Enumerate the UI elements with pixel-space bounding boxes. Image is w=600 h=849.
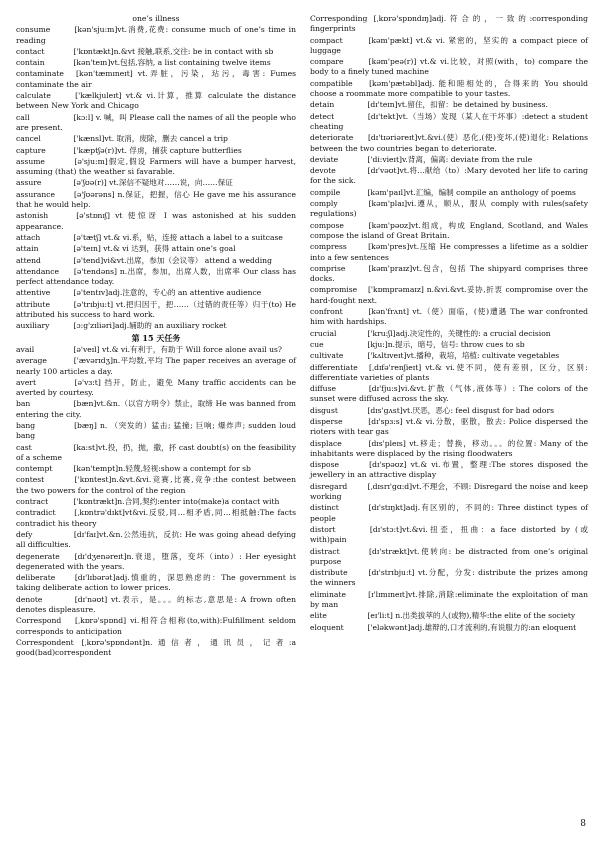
entry-definition: [ɔ:g'zɪliəri]adj.辅助的 an auxiliary rocket xyxy=(73,321,227,331)
vocab-entry xyxy=(310,351,588,361)
entry-definition: [dɪ'lɪbərət]adj.慎重的，深思熟虑的：The government is taking deliberate action to lower prices. xyxy=(16,573,297,593)
vocab-entry xyxy=(16,69,296,90)
entry-word: compatible xyxy=(310,78,353,88)
entry-word: compose xyxy=(310,220,344,230)
entry-word: avert xyxy=(16,377,36,387)
vocab-entry xyxy=(310,133,588,154)
entry-definition: [dɪ'spəʊz] vt.& vi.布置，整理:The stores disposed the jewellery in an attractive display xyxy=(310,460,588,480)
entry-word: differentiate xyxy=(310,362,358,372)
entry-word: compress xyxy=(310,242,347,252)
vocab-entry xyxy=(16,345,296,355)
entry-definition: [ə'sju:m]假定,假设 Farmers will have a bumper harvest, assuming (that) the weather si favarable. xyxy=(16,156,296,177)
entry-definition: [kən'tæmɪneɪt] vt.弄脏，污染，玷污，毒害: Fumes contaminate the air xyxy=(16,69,296,89)
entry-definition: [dɪs'pleɪs] vt.移走；替换，移动。。。的位置: Many of the inhabitants were displaced by the rising floodwaters xyxy=(310,438,588,458)
entry-definition: [ə'veɪl] vt.& vi.有利于，有助于 Will force alone avail us? xyxy=(73,344,282,354)
entry-definition: [dɪ'faɪ]vt.&n.公然违抗，反抗: He was going ahead defying all difficulties. xyxy=(16,529,296,550)
vocab-entry xyxy=(310,285,588,306)
entry-definition: ['kænsl]vt. 取消，废除，删去 cancel a trip xyxy=(73,134,228,144)
entry-definition: [ə'teɪn] vt.& vi 达到，获得 attain one’s goal xyxy=(73,244,236,254)
entry-definition: [kən'tempt]n.轻蔑,轻视:show a contempt for sb xyxy=(73,464,251,474)
vocab-entry xyxy=(310,329,588,339)
entry-word: eliminate xyxy=(310,589,346,599)
vocab-entry xyxy=(310,460,588,481)
entry-definition: [ə'tend]vi&vt.出席，参加（会议等） attend a wedding xyxy=(73,255,272,265)
entry-definition: [kəm'peə(r)] vt.& vi.比较，对照(with，to) compare the body to a finely tuned machine xyxy=(310,57,588,77)
vocab-entry xyxy=(16,113,296,134)
vocab-entry xyxy=(16,443,296,464)
vocab-entry xyxy=(310,14,588,35)
vocab-entry xyxy=(16,178,296,188)
vocab-entry xyxy=(310,406,588,416)
entry-definition: [ˌkɒrə'spɒndɪŋ]adj.符合的，一致的:corresponding fingerprints xyxy=(310,14,588,34)
vocab-entry xyxy=(310,221,588,242)
entry-definition: ['di:vieɪt]v.背离，偏离: deviate from the rule xyxy=(367,154,533,164)
entry-word: compile xyxy=(310,187,341,197)
vocab-entry xyxy=(16,573,296,594)
entry-definition: [dɪs'gʌst]vt.厌恶，恶心: feel disgust for bad odors xyxy=(367,405,554,415)
entry-word: denote xyxy=(16,594,43,604)
entry-word: consume xyxy=(16,25,51,35)
vocab-entry xyxy=(310,623,588,633)
vocab-entry xyxy=(16,134,296,144)
entry-definition: [ə'ʃʊə(r)] vt.深信不疑地对……说，向……保证 xyxy=(73,178,233,188)
entry-definition: [dɪ'stɪŋkt]adj.有区别的，不同的: Three distinct types of people xyxy=(310,503,588,523)
vocab-entry xyxy=(16,321,296,331)
entry-definition: [kən'sju:m]vt.消费,花费: consume much of one’s time in reading xyxy=(16,25,297,45)
vocab-entry xyxy=(310,112,588,133)
vocab-entry xyxy=(310,307,588,328)
entry-definition: [ə'trɪbju:t] vt.把归因于，把……（过错的责任等）归于(to) He attributed his success to hard work. xyxy=(16,299,296,320)
vocab-entry xyxy=(16,25,296,46)
vocab-entry xyxy=(16,267,296,288)
vocab-entry xyxy=(16,421,296,442)
vocab-entry xyxy=(16,47,296,57)
entry-word: avail xyxy=(16,344,35,354)
entry-word: disgust xyxy=(310,405,338,415)
vocab-entry xyxy=(310,417,588,438)
vocab-entry xyxy=(310,568,588,589)
entry-word: distort xyxy=(310,524,336,534)
vocab-entry xyxy=(16,638,296,659)
vocab-entry xyxy=(310,482,588,503)
entry-definition: [ˌkɒntrə'dɪkt]vt&vi.反驳,同…相矛盾,同…相抵触:The facts contradict his theory xyxy=(16,508,297,528)
entry-definition: [dɪ'strɪbju:t] vt.分配，分发: distribute the prizes among the winners xyxy=(310,568,588,588)
vocab-entry xyxy=(16,91,296,112)
vocab-entry xyxy=(16,190,296,211)
vocab-entry xyxy=(16,256,296,266)
vocab-entry xyxy=(310,503,588,524)
entry-word: contract xyxy=(16,497,49,507)
entry-word: Correspondent xyxy=(16,637,74,647)
entry-definition: [kən'frʌnt] vt.（使）面临，(使)遭遇 The war confronted him with hardships. xyxy=(310,307,589,327)
entry-word: Correspond xyxy=(16,616,62,626)
vocab-entry xyxy=(16,146,296,156)
entry-word: comprise xyxy=(310,263,346,273)
entry-word: capture xyxy=(16,145,46,155)
entry-word: attend xyxy=(16,255,41,265)
entry-word: deliberate xyxy=(16,573,56,583)
entry-definition: ['kru:ʃl]adj.决定性的，关键性的: a crucial decision xyxy=(367,328,551,338)
vocab-entry xyxy=(310,199,588,220)
vocab-entry xyxy=(310,79,588,100)
entry-word: contest xyxy=(16,475,45,485)
vocab-entry xyxy=(16,356,296,377)
entry-word: attribute xyxy=(16,299,50,309)
entry-word: average xyxy=(16,356,47,366)
vocab-entry xyxy=(310,439,588,460)
entry-definition: ['kɒntrækt]n.合同,契约:enter into(make)a contact with xyxy=(73,497,280,507)
entry-definition: [ɪ'lɪmɪneɪt]vt.排除,消除:eliminate the exploitation of man by man xyxy=(310,589,588,610)
vocab-entry xyxy=(16,530,296,551)
right-column xyxy=(310,14,588,634)
entry-word: attentive xyxy=(16,288,51,298)
entry-definition: [dɪ'stɔ:t]vt.&vi.扭歪，扭曲：a face distorted by (或 with)pain xyxy=(310,524,588,545)
vocab-entry xyxy=(310,384,588,405)
vocab-entry xyxy=(16,497,296,507)
entry-word: deviate xyxy=(310,154,339,164)
entry-word: comply xyxy=(310,199,338,209)
entry-definition: [kɔ:l] v. 喊，叫 Please call the names of all the people who are present. xyxy=(16,112,296,132)
vocab-entry xyxy=(16,508,296,529)
vocab-entry xyxy=(16,211,296,232)
entry-definition: [dɪ'tɪəriəreɪt]vt.&vi.(使）恶化,(使)变坏,(使)退化: Relations between the two countries began to deteriorate. xyxy=(310,133,589,153)
entry-definition: [bæn]vt.&n.（以官方明令）禁止，取缔 He was banned from entering the city. xyxy=(16,399,296,419)
vocab-entry xyxy=(16,552,296,573)
entry-word: ban xyxy=(16,399,31,409)
entry-definition: [dɪ'vəʊt]vt.将…献给（to）:Mary devoted her life to caring for the sick. xyxy=(310,166,588,186)
vocab-entry xyxy=(16,378,296,399)
entry-word: diffuse xyxy=(310,384,336,394)
entry-definition: ['ævərɪdʒ]n.平均数,平均 The paper receives an average of nearly 100 articles a day. xyxy=(16,356,296,376)
vocab-entry xyxy=(310,100,588,110)
vocab-entry xyxy=(310,166,588,187)
entry-definition: [ˌkɒrə'spɒndənt]n.通信者，通讯员，记者:a good(bad)correspondent xyxy=(16,637,296,658)
vocab-entry xyxy=(310,547,588,568)
entry-definition: [ə'vɜ:t] 挡开，防止，避免 Many traffic accidents can be averted by courtesy. xyxy=(16,377,296,398)
vocab-entry xyxy=(310,363,588,384)
vocab-entry xyxy=(16,157,296,178)
vocab-entry xyxy=(310,36,588,57)
entry-word: detain xyxy=(310,100,335,110)
entry-definition: [dɪ'spɜ:s] vt.& vi.分散，驱散，散去: Police dispersed the rioters with tear gas xyxy=(310,416,588,437)
entry-word: cancel xyxy=(16,134,41,144)
entry-word: contaminate xyxy=(16,69,64,79)
vocab-entry xyxy=(16,288,296,298)
entry-definition: ['kælkjuleɪt] vt.& vi.计算，推算 calculate the distance between New York and Chicago xyxy=(16,91,296,111)
entry-definition: [kəm'praɪz]vt.包含，包括 The shipyard comprises three docks. xyxy=(310,263,589,284)
page-number: 8 xyxy=(580,819,586,829)
entry-word: bang xyxy=(16,420,36,430)
vocab-entry xyxy=(16,58,296,68)
entry-definition: [kju:]n.提示，暗号，信号: throw cues to sb xyxy=(367,339,525,349)
vocab-entry xyxy=(16,475,296,496)
entry-definition: [kəm'pætəbl]adj. 能和睦相处的，合得来的 You should choose a roommate more compatible to your tastes. xyxy=(310,78,588,99)
entry-word: call xyxy=(16,112,30,122)
entry-word: calculate xyxy=(16,91,51,101)
entry-word: detect xyxy=(310,111,335,121)
entry-definition: [kəm'pækt] vt.& vi. 紧密的，坚实的 a compact piece of luggage xyxy=(310,35,588,55)
vocab-entry xyxy=(310,525,588,546)
entry-word: cue xyxy=(310,339,324,349)
entry-definition: [eɪ'li:t] n.出类拔萃的人(或物),精华:the elite of the society xyxy=(367,611,576,621)
entry-word: cast xyxy=(16,442,32,452)
entry-word: compromise xyxy=(310,285,358,295)
vocab-entry xyxy=(310,57,588,78)
left-column xyxy=(16,14,296,660)
entry-definition: ['kɒntækt]n.&vt 接触,联系,交往: be in contact with sb xyxy=(73,46,274,56)
entry-word: auxiliary xyxy=(16,321,50,331)
entry-definition: [kəm'plaɪ]vi.遵从，顺从，服从 comply with rules(safety regulations) xyxy=(310,199,588,219)
entry-word: eloquent xyxy=(310,622,344,632)
entry-word: cultivate xyxy=(310,351,344,361)
entry-definition: [dɪ'teɪn]vt.留住，扣留：be detained by business. xyxy=(367,100,548,110)
vocab-entry xyxy=(16,399,296,420)
entry-definition: ['kæptʃə(r)]vt. 俘虏，捕获 capture butterflies xyxy=(73,145,242,155)
vocab-entry xyxy=(16,616,296,637)
entry-word: deteriorate xyxy=(310,133,354,143)
entry-definition: [ə'tætʃ] vt.& vi.系，贴，连接 attach a label to a suitcase xyxy=(73,232,283,242)
entry-definition: ['eləkwənt]adj.雄辩的,口才流利的,有说服力的:an eloquent xyxy=(367,622,577,632)
document-page xyxy=(16,14,589,834)
entry-word: assure xyxy=(16,178,42,188)
entry-definition: [bæŋ] n. （突发的）猛击; 猛撞; 巨响; 爆炸声; sudden loud bang xyxy=(16,420,296,441)
entry-word: contact xyxy=(16,46,45,56)
entry-word: assume xyxy=(16,156,45,166)
entry-definition: [ə'tentɪv]adj.注意的，专心的 an attentive audience xyxy=(73,288,262,298)
vocab-entry xyxy=(16,300,296,321)
entry-word: dispose xyxy=(310,460,340,470)
entry-definition: [ə'stɒnɪʃ] vt 使惊讶 I was astonished at his sudden appearance. xyxy=(16,211,296,231)
entry-definition: [ˌdɪsrɪ'gɑ:d]vt.不理会，不顾: Disregard the noise and keep working xyxy=(310,481,588,502)
entry-word: astonish xyxy=(16,211,49,221)
entry-word: displace xyxy=(310,438,342,448)
vocab-entry xyxy=(310,188,588,198)
entry-word: disregard xyxy=(310,481,348,491)
section-heading: 第 15 天任务 xyxy=(131,332,181,343)
vocab-entry xyxy=(16,464,296,474)
vocab-entry xyxy=(310,611,588,621)
entry-word: compact xyxy=(310,35,343,45)
vocab-entry xyxy=(16,244,296,254)
vocab-entry xyxy=(16,595,296,616)
entry-word: attach xyxy=(16,232,41,242)
entry-definition: [ə'tendəns] n.出席，参加，出席人数，出席率 Our class has perfect attendance today. xyxy=(16,266,296,287)
entry-word: degenerate xyxy=(16,551,60,561)
entry-word: elite xyxy=(310,611,327,621)
entry-word: defy xyxy=(16,529,33,539)
continuation-line: one’s illness xyxy=(132,14,180,23)
entry-word: confront xyxy=(310,307,343,317)
entry-definition: [dɪ'strækt]vt.使转向: be distracted from one’s original purpose xyxy=(310,546,588,566)
entry-definition: [ˌkɒrə'spɒnd] vi.相符合相称(to,with):Fulfillment seldom corresponds to anticipation xyxy=(16,616,296,636)
vocab-entry xyxy=(310,242,588,263)
entry-definition: [dɪ'tekt]vt.（当场）发现（某人在干坏事）:detect a student cheating xyxy=(310,111,588,131)
entry-definition: [ka:st]vt.投，扔，抛，撒，抔 cast doubt(s) on the feasibility of a scheme xyxy=(16,442,296,462)
entry-word: devote xyxy=(310,166,336,176)
entry-definition: [kəm'pəʊz]vt.组成，构成 England, Scotland, and Wales compose the island of Great Britain. xyxy=(310,220,588,240)
entry-definition: [dɪ'nəʊt] vt.表示，是。。。的标志,意思是: A frown often denotes displeasure. xyxy=(16,594,296,615)
entry-word: attendance xyxy=(16,266,60,276)
entry-word: assurance xyxy=(16,189,56,199)
entry-definition: ['kɒntest]n.&vt.&vi.竞赛,比赛,竞争:the contest between the two powers for the control of the region xyxy=(16,475,296,495)
entry-word: attain xyxy=(16,244,39,254)
entry-definition: [kən'teɪn]vt.包括,容纳, a list containing twelve items xyxy=(73,58,271,68)
entry-definition: [dɪ'dʒenəreɪt]n.衰退，堕落，变坏（into）: Her eyesight degenerated with the years. xyxy=(16,551,296,571)
entry-definition: [dɪ'fju:s]vi.&vt.扩散（气体,液体等）: The colors of the sunset were diffused across the sky. xyxy=(310,384,588,404)
entry-definition: [kəm'pres]vt.压缩 He compresses a lifetime as a soldier into a few sentences xyxy=(310,242,588,262)
vocab-entry xyxy=(310,155,588,165)
entry-word: compare xyxy=(310,57,344,67)
entry-definition: [ə'ʃʊərəns] n.保证，把握，信心 He gave me his assurance that he would help. xyxy=(16,189,296,210)
vocab-entry xyxy=(16,233,296,243)
entry-word: distinct xyxy=(310,503,339,513)
vocab-entry xyxy=(310,340,588,350)
entry-word: disperse xyxy=(310,416,343,426)
entry-word: Corresponding xyxy=(310,14,368,23)
entry-word: contempt xyxy=(16,464,53,474)
vocab-entry xyxy=(310,590,588,611)
entry-word: contain xyxy=(16,58,45,68)
entry-definition: ['kɒmprəmaɪz] n.&vi.&vt.妥协,折衷 compromise over the hard-fought next. xyxy=(310,285,588,305)
entry-definition: [kəm'paɪl]vt.汇编，编制 compile an anthology of poems xyxy=(367,187,576,197)
entry-word: contradict xyxy=(16,508,56,518)
entry-definition: ['kʌltɪveɪt]vt.播种，栽培，培植: cultivate vegetables xyxy=(367,351,560,361)
entry-word: distribute xyxy=(310,568,348,578)
entry-word: crucial xyxy=(310,328,337,338)
vocab-entry xyxy=(310,264,588,285)
entry-word: distract xyxy=(310,546,340,556)
entry-definition: [ˌdɪfə'renʃieɪt] vt.& vi.使不同，使有差别，区分，区别: differentiate varieties of plants xyxy=(310,362,588,382)
